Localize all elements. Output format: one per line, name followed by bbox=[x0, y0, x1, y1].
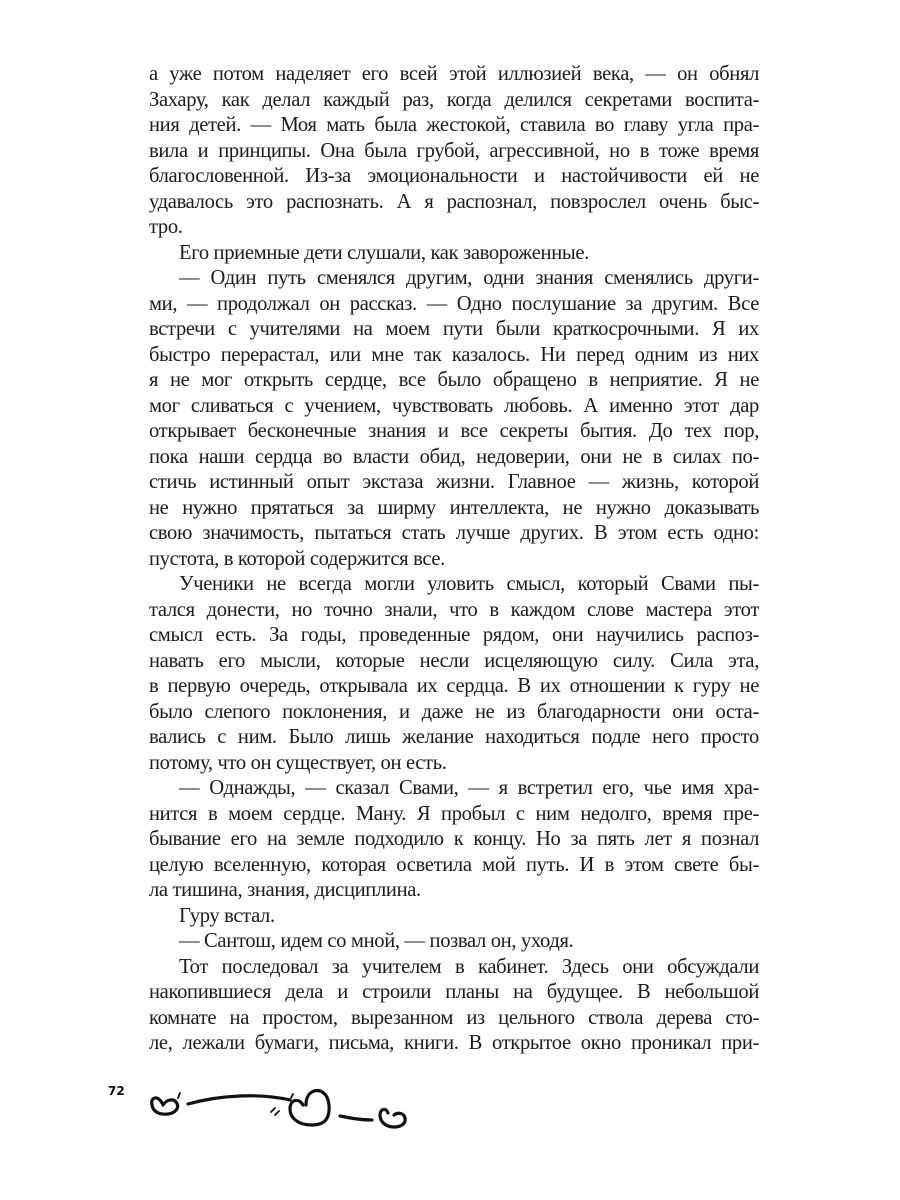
text-line: благословенной. Из-за эмоциональности и настойчивости ей не bbox=[149, 165, 759, 187]
text-line: ми, — продолжал он рассказ. — Одно послушание за другим. Все bbox=[149, 292, 759, 315]
text-line: ния детей. — Моя мать была жестокой, ставила во главу угла пра- bbox=[149, 114, 759, 136]
text-line: комнате на простом, вырезанном из цельного ствола дерева сто- bbox=[149, 1006, 759, 1029]
text-line: стичь истинный опыт экстаза жизни. Главное — жизнь, которой bbox=[149, 471, 759, 493]
text-line: потому, что он существует, он есть. bbox=[149, 751, 447, 774]
text-line: — Сантош, идем со мной, — позвал он, уходя. bbox=[179, 930, 574, 952]
text-line: не нужно прятаться за ширму интеллекта, не нужно доказывать bbox=[149, 496, 759, 519]
text-line: в первую очередь, открывала их сердца. В их отношении к гуру не bbox=[149, 675, 759, 697]
text-line: Его приемные дети слушали, как завороженные. bbox=[179, 241, 589, 264]
text-line: Тот последовал за учителем в кабинет. Здесь они обсуждали bbox=[179, 955, 759, 978]
text-line: а уже потом наделяет его всей этой иллюзией века, — он обнял bbox=[149, 63, 759, 85]
text-line: Гуру встал. bbox=[179, 904, 275, 927]
text-line: — Один путь сменялся другим, одни знания сменялись други- bbox=[179, 267, 759, 289]
page-number: 72 bbox=[108, 1084, 125, 1098]
page-body-text bbox=[149, 62, 759, 1057]
text-line: мог сливаться с учением, чувствовать любовь. А именно этот дар bbox=[149, 394, 759, 417]
text-line: бывание его на земле подходило к концу. Но за пять лет я познал bbox=[149, 828, 759, 850]
hearts-line-ornament-icon bbox=[150, 1075, 430, 1135]
text-line: смысл есть. За годы, проведенные рядом, они научились распоз- bbox=[149, 624, 759, 646]
text-line: — Однажды, — сказал Свами, — я встретил его, чье имя хра- bbox=[179, 777, 759, 799]
text-line: было слепого поклонения, и даже не из благодарности они оста- bbox=[149, 700, 759, 723]
text-line: быстро перерастал, или мне так казалось. Ни перед одним из них bbox=[149, 343, 759, 366]
text-line: удавалось это распознать. А я распознал, повзрослел очень быс- bbox=[149, 190, 759, 213]
text-line: свою значимость, пытаться стать лучше других. В этом есть одно: bbox=[149, 522, 759, 544]
text-line: нится в моем сердце. Ману. Я пробыл с ним недолго, время пре- bbox=[149, 802, 759, 825]
text-line: вались с ним. Было лишь желание находиться подле него просто bbox=[149, 726, 759, 748]
text-line: Захару, как делал каждый раз, когда делился секретами воспита- bbox=[149, 88, 759, 111]
text-line: вила и принципы. Она была грубой, агрессивной, но в тоже время bbox=[149, 139, 759, 162]
text-line: пока наши сердца во власти обид, недоверии, они не в силах по- bbox=[149, 445, 759, 468]
text-line: пустота, в которой содержится все. bbox=[149, 547, 445, 570]
text-line: ле, лежали бумаги, письма, книги. В открытое окно проникал при- bbox=[149, 1032, 759, 1054]
text-line: навать его мысли, которые несли исцеляющую силу. Сила эта, bbox=[149, 649, 759, 672]
text-line: ла тишина, знания, дисциплина. bbox=[149, 879, 421, 901]
text-line: открывает бесконечные знания и все секреты бытия. До тех пор, bbox=[149, 420, 759, 442]
text-line: встречи с учителями на моем пути были краткосрочными. Я их bbox=[149, 318, 759, 340]
text-line: накопившиеся дела и строили планы на будущее. В небольшой bbox=[149, 981, 759, 1003]
text-line: целую вселенную, которая осветила мой путь. И в этом свете бы- bbox=[149, 853, 759, 876]
text-line: тался донести, но точно знали, что в каждом слове мастера этот bbox=[149, 598, 759, 621]
text-line: я не мог открыть сердце, все было обращено в неприятие. Я не bbox=[149, 369, 759, 391]
text-line: Ученики не всегда могли уловить смысл, который Свами пы- bbox=[179, 573, 759, 595]
text-line: тро. bbox=[149, 216, 183, 238]
